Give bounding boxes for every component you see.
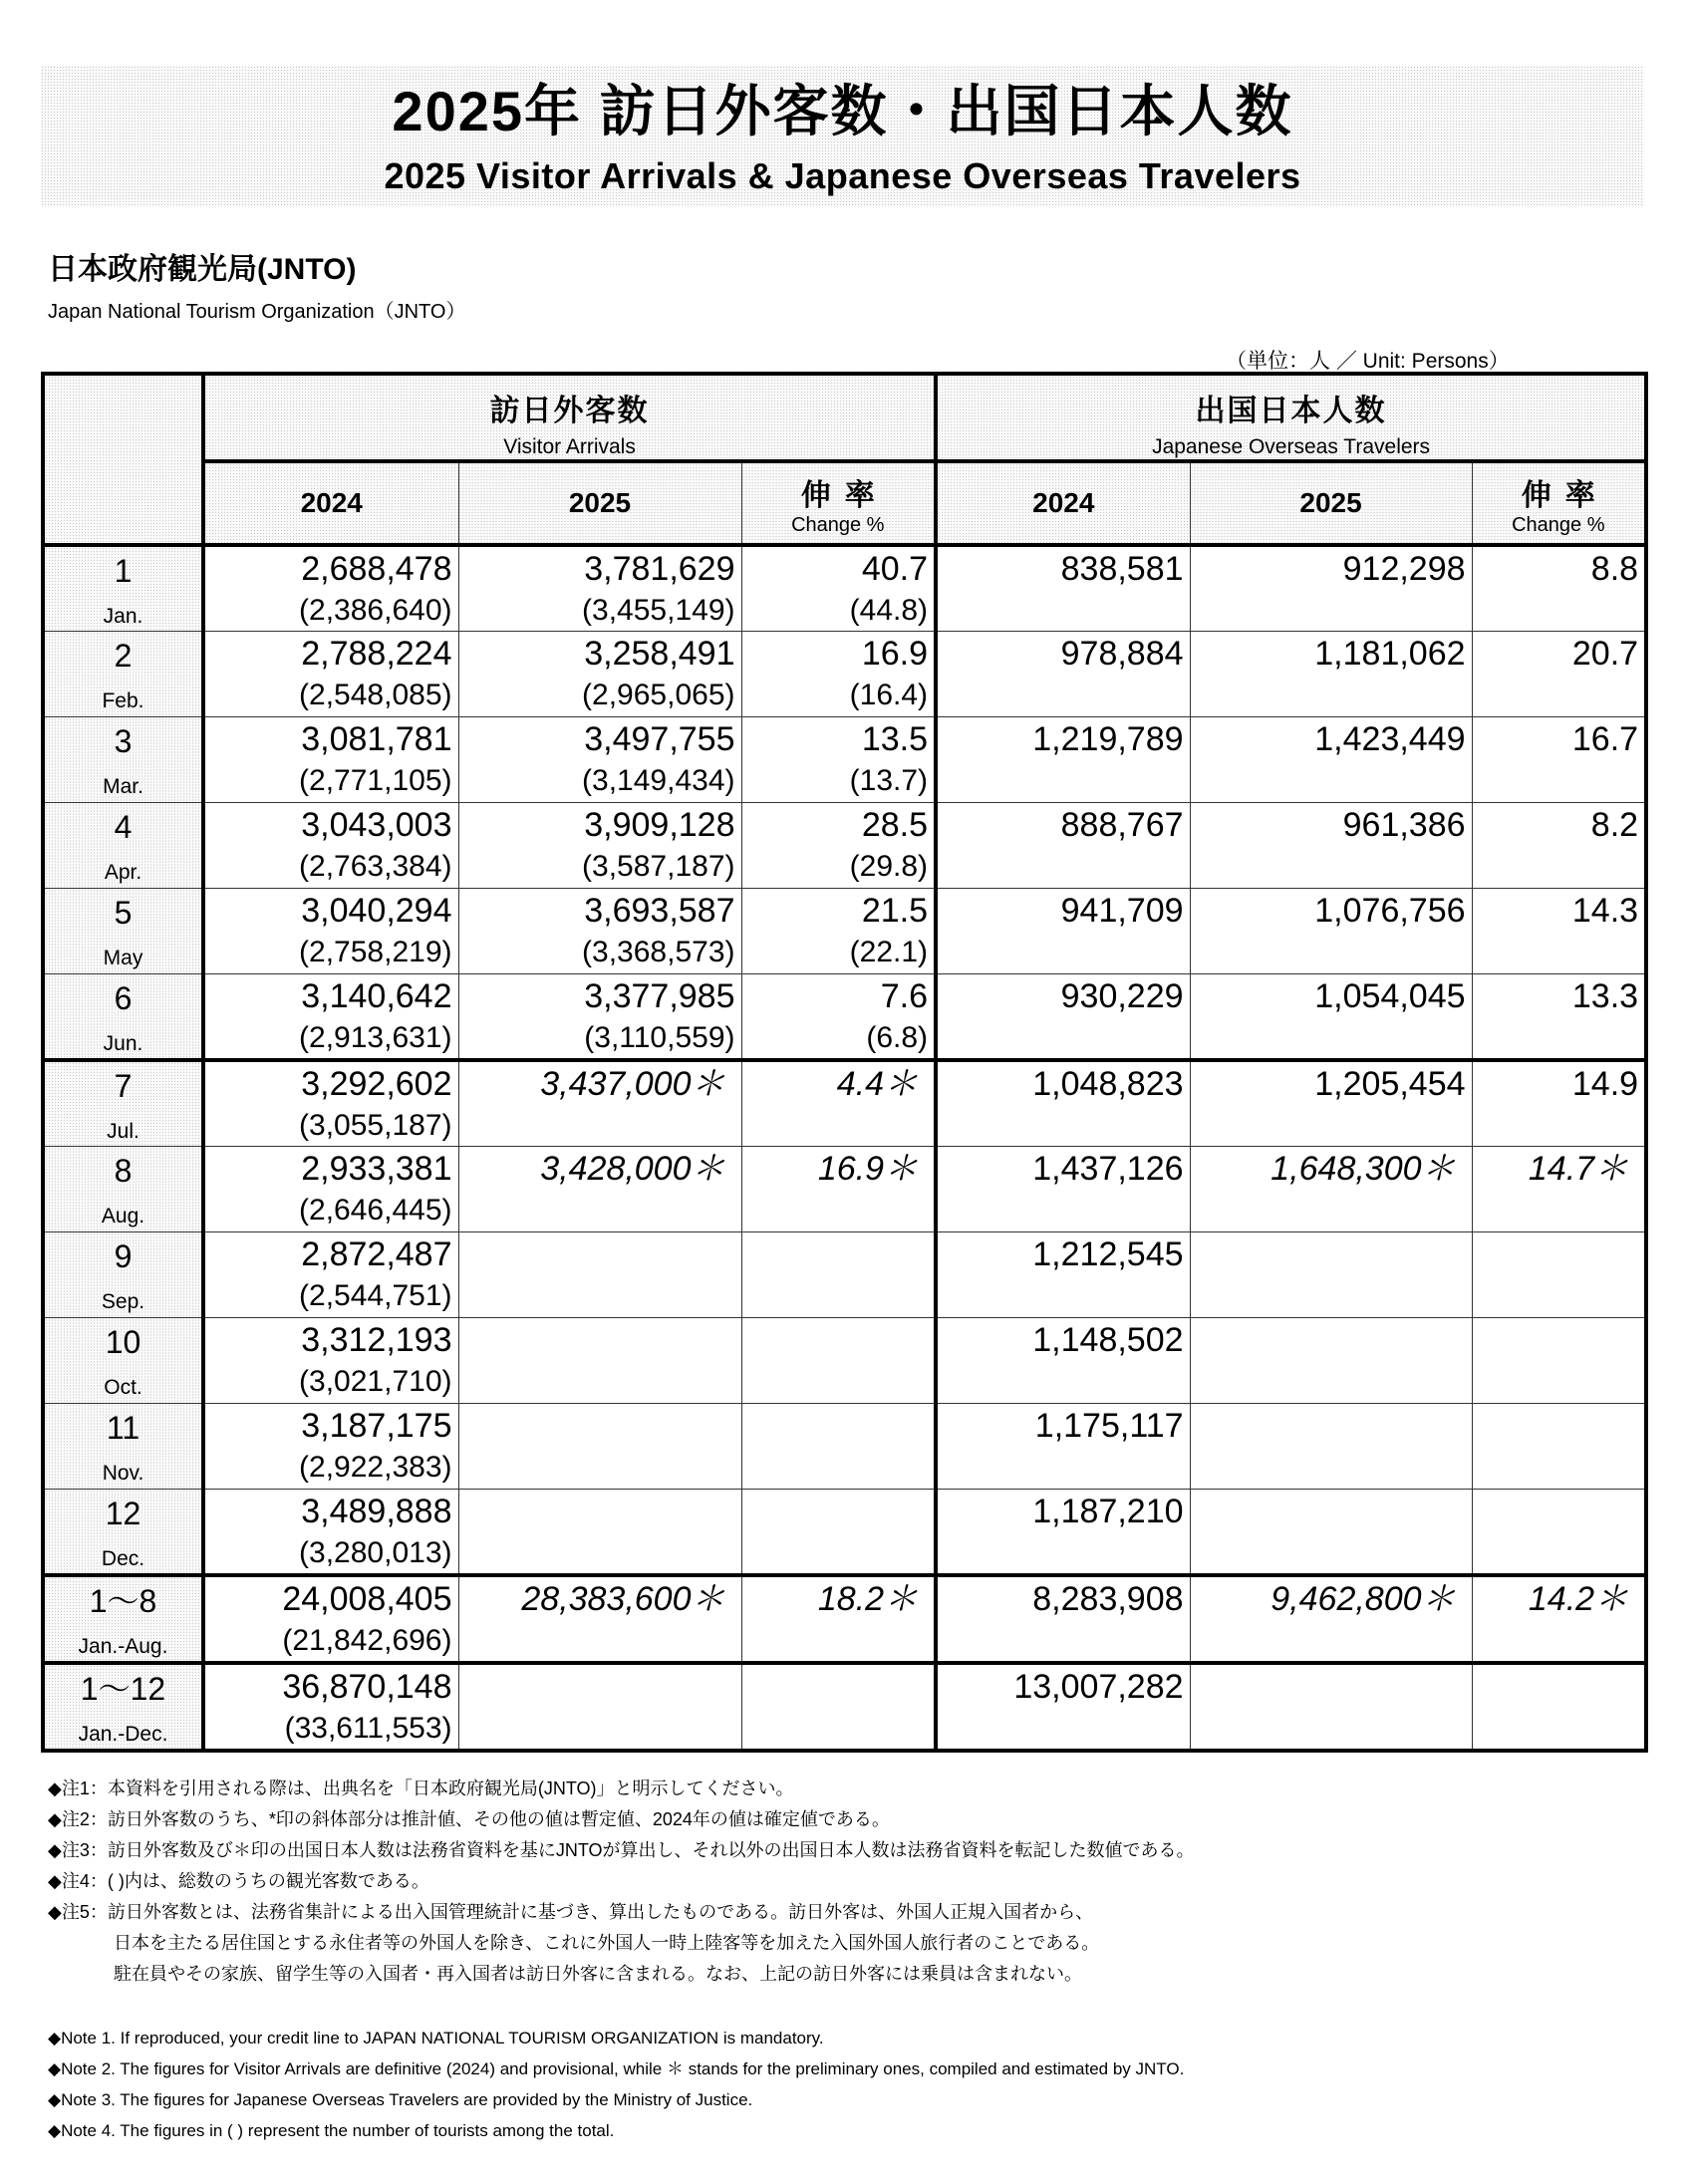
month-label-cell-value: 9 xyxy=(114,1238,133,1274)
title-banner xyxy=(41,66,1644,207)
overseas-change-cell-value: 8.8 xyxy=(1590,550,1639,588)
visitor-2024-cell-value: 24,008,405 xyxy=(282,1580,452,1618)
visitor-2025-cell xyxy=(458,889,741,974)
note-jp-1: ◆注1：本資料を引用される際は、出典名を「日本政府観光局(JNTO)」と明示してください。 xyxy=(48,1778,794,1798)
overseas-change-cell xyxy=(1472,632,1646,717)
overseas-2024-cell xyxy=(936,889,1190,974)
visitor-2024-cell-value: (2,548,085) xyxy=(299,679,452,711)
overseas-2024-cell xyxy=(936,803,1190,889)
overseas-2024-cell xyxy=(936,1060,1190,1147)
visitor-2024-cell xyxy=(203,1490,458,1576)
month-label-cell-value: 8 xyxy=(114,1153,133,1189)
note-jp-5: ◆注5：訪日外客数とは、法務省集計による出入国管理統計に基づき、算出したものである。訪日外客は、外国人正規入国者から、 xyxy=(48,1902,1094,1922)
month-label-cell xyxy=(43,1147,203,1232)
visitor-change-cell xyxy=(741,803,936,889)
overseas-2025-cell-value: 1,205,454 xyxy=(1314,1065,1466,1103)
overseas-2025-cell xyxy=(1190,1060,1472,1147)
visitor-2024-cell-value: (2,758,219) xyxy=(299,936,452,968)
month-label-cell xyxy=(43,1575,203,1663)
visitor-change-cell xyxy=(741,1318,936,1404)
overseas-2024-cell-value: 930,229 xyxy=(1060,977,1184,1015)
visitor-2025-cell xyxy=(458,1404,741,1490)
visitor-change-cell xyxy=(741,1663,936,1751)
visitor-2024-cell-value: 2,872,487 xyxy=(301,1235,452,1273)
overseas-2024-cell xyxy=(936,1663,1190,1751)
month-label-cell-value: 2 xyxy=(114,638,133,674)
month-label-cell xyxy=(43,1318,203,1404)
overseas-change-cell xyxy=(1472,1060,1646,1147)
visitor-2025-cell-value: 3,909,128 xyxy=(584,806,735,844)
visitor-2024-cell-value: 2,688,478 xyxy=(301,550,452,588)
visitor-2024-cell xyxy=(203,1060,458,1147)
visitor-2024-cell-value: (21,842,696) xyxy=(282,1624,452,1657)
overseas-2024-cell xyxy=(936,1490,1190,1576)
month-label-cell-value: Jun. xyxy=(103,1032,143,1055)
overseas-2024-cell-value: 1,175,117 xyxy=(1034,1407,1184,1445)
visitor-2024-cell-value: 3,040,294 xyxy=(301,892,452,930)
overseas-2025-cell xyxy=(1190,1575,1472,1663)
overseas-2024-cell-value: 1,187,210 xyxy=(1032,1493,1184,1530)
note-jp-2: ◆注2：訪日外客数のうち、*印の斜体部分は推計値、その他の値は暫定値、2024年の値は確定値である。 xyxy=(48,1809,890,1829)
visitor-change-header: 伸率 Change % xyxy=(741,461,936,545)
month-label-cell-value: Jan.-Dec. xyxy=(78,1723,168,1746)
month-label-cell-value: Jan. xyxy=(103,605,143,628)
visitor-2025-cell xyxy=(458,1663,741,1751)
month-label-cell xyxy=(43,974,203,1061)
overseas-2024-cell-value: 1,048,823 xyxy=(1032,1065,1184,1103)
visitor-2024-cell xyxy=(203,1575,458,1663)
visitor-2025-cell-value: (3,587,187) xyxy=(582,850,735,883)
overseas-2025-cell-value: 912,298 xyxy=(1342,550,1466,588)
overseas-change-cell xyxy=(1472,1404,1646,1490)
visitor-group-title-jp: 訪日外客数 xyxy=(489,395,650,427)
visitor-2024-cell xyxy=(203,889,458,974)
table-row xyxy=(43,1060,1646,1147)
month-label-cell-value: Jan.-Aug. xyxy=(78,1635,168,1658)
visitor-2025-cell-value: 3,377,985 xyxy=(584,977,735,1015)
overseas-2025-cell-value: 1,181,062 xyxy=(1314,635,1466,673)
organization-name-japanese: 日本政府観光局(JNTO) xyxy=(48,253,357,286)
month-label-cell-value: Oct. xyxy=(104,1376,142,1399)
month-label-cell-value: 3 xyxy=(114,723,133,759)
overseas-change-cell xyxy=(1472,1232,1646,1318)
month-label-cell xyxy=(43,889,203,974)
overseas-2025-cell xyxy=(1190,717,1472,803)
overseas-2024-cell xyxy=(936,1575,1190,1663)
visitor-2024-cell-value: (3,055,187) xyxy=(299,1109,452,1142)
visitor-2024-cell-value: (33,611,553) xyxy=(284,1712,452,1745)
overseas-change-cell xyxy=(1472,1147,1646,1232)
month-label-cell-value: Apr. xyxy=(104,861,142,884)
table-row xyxy=(43,889,1646,974)
overseas-2024-cell-value: 13,007,282 xyxy=(1013,1668,1184,1706)
visitor-change-cell-value: 28.5 xyxy=(861,806,929,844)
notes-japanese xyxy=(48,1774,1195,1990)
visitor-2024-cell-value: (2,646,445) xyxy=(299,1194,452,1227)
visitor-2024-cell-value: 2,933,381 xyxy=(301,1150,452,1188)
visitor-change-cell xyxy=(741,1060,936,1147)
month-label-cell xyxy=(43,1232,203,1318)
note-jp-3: ◆注3：訪日外客数及び＊印の出国日本人数は法務省資料を基にJNTOが算出し、それ以外の出国日本人数は法務省資料を転記した数値である。 xyxy=(48,1840,1195,1860)
overseas-2025-cell xyxy=(1190,632,1472,717)
visitor-2024-cell-value: (2,544,751) xyxy=(299,1279,452,1312)
overseas-change-cell-value: 13.3 xyxy=(1571,977,1639,1015)
visitor-2024-cell-value: (2,922,383) xyxy=(299,1451,452,1484)
visitor-2024-cell-value: 3,489,888 xyxy=(301,1493,452,1530)
month-label-cell xyxy=(43,545,203,632)
visitor-2025-cell-value: (3,110,559) xyxy=(584,1021,735,1054)
visitor-2025-cell xyxy=(458,1318,741,1404)
visitor-2025-cell-value: 3,693,587 xyxy=(584,892,735,930)
table-row xyxy=(43,632,1646,717)
visitor-2024-cell xyxy=(203,974,458,1061)
month-label-cell-value: May xyxy=(103,947,143,969)
visitor-change-cell-value: 18.2＊ xyxy=(817,1580,919,1618)
unit-label: （単位：人 ／ Unit: Persons） xyxy=(1226,350,1510,373)
note-jp-4: ◆注4：( )内は、総数のうちの観光客数である。 xyxy=(48,1871,429,1891)
month-label-cell-value: Aug. xyxy=(101,1205,145,1228)
corner-header-cell xyxy=(43,374,203,545)
month-label-cell-value: 4 xyxy=(114,809,133,845)
overseas-2024-cell xyxy=(936,1232,1190,1318)
visitor-arrivals-group-header xyxy=(203,374,936,461)
visitor-2024-cell xyxy=(203,545,458,632)
visitor-change-cell xyxy=(741,1404,936,1490)
overseas-group-title-en: Japanese Overseas Travelers xyxy=(1152,435,1431,458)
overseas-2025-cell xyxy=(1190,803,1472,889)
visitor-2024-cell xyxy=(203,717,458,803)
overseas-change-cell xyxy=(1472,1490,1646,1576)
overseas-2025-cell xyxy=(1190,1404,1472,1490)
visitor-2025-cell-value: 3,781,629 xyxy=(584,550,735,588)
visitor-change-cell xyxy=(741,1147,936,1232)
visitor-2024-cell-value: 3,292,602 xyxy=(301,1065,452,1103)
visitor-2025-cell xyxy=(458,1490,741,1576)
visitor-2025-cell xyxy=(458,717,741,803)
overseas-change-cell-value: 14.2＊ xyxy=(1528,1580,1629,1618)
visitor-2024-cell-value: 3,312,193 xyxy=(301,1321,452,1359)
table-row xyxy=(43,1490,1646,1576)
visitor-2024-cell-value: (2,386,640) xyxy=(299,594,452,627)
overseas-group-title-jp: 出国日本人数 xyxy=(1195,395,1387,427)
visitor-2024-cell-value: 3,081,781 xyxy=(301,720,452,758)
overseas-2025-cell xyxy=(1190,1147,1472,1232)
month-label-cell xyxy=(43,1060,203,1147)
visitor-2024-cell-value: (3,021,710) xyxy=(299,1365,452,1398)
table-row xyxy=(43,803,1646,889)
month-label-cell-value: 1～8 xyxy=(89,1583,157,1619)
overseas-change-cell xyxy=(1472,717,1646,803)
visitor-change-cell-value: 16.9 xyxy=(861,635,929,673)
overseas-2024-cell-value: 1,219,789 xyxy=(1032,720,1184,758)
visitor-2025-cell xyxy=(458,974,741,1061)
overseas-2025-cell xyxy=(1190,1663,1472,1751)
overseas-2024-cell xyxy=(936,717,1190,803)
overseas-2025-cell-value: 1,423,449 xyxy=(1314,720,1466,758)
visitor-2025-cell xyxy=(458,1232,741,1318)
statistics-table xyxy=(41,372,1648,1753)
overseas-2025-cell xyxy=(1190,1232,1472,1318)
month-label-cell-value: Feb. xyxy=(102,689,144,712)
overseas-2024-cell-value: 838,581 xyxy=(1060,550,1184,588)
table-row xyxy=(43,1318,1646,1404)
overseas-2024-cell-value: 1,437,126 xyxy=(1032,1150,1184,1188)
table-row xyxy=(43,1663,1646,1751)
month-label-cell-value: 6 xyxy=(114,980,133,1016)
visitor-2025-cell xyxy=(458,803,741,889)
visitor-2025-cell-value: (3,455,149) xyxy=(582,594,735,627)
visitor-change-cell-value: (6.8) xyxy=(866,1021,929,1054)
visitor-2025-cell xyxy=(458,1575,741,1663)
visitor-change-cell-value: 13.5 xyxy=(861,720,929,758)
visitor-change-cell xyxy=(741,1232,936,1318)
overseas-change-header: 伸率 Change % xyxy=(1472,461,1646,545)
visitor-change-cell xyxy=(741,1490,936,1576)
title-english: 2025 Visitor Arrivals & Japanese Overseas Travelers xyxy=(384,155,1301,196)
overseas-change-cell xyxy=(1472,1663,1646,1751)
overseas-change-cell xyxy=(1472,545,1646,632)
overseas-change-cell-value: 8.2 xyxy=(1590,806,1639,844)
overseas-change-cell-value: 14.3 xyxy=(1571,892,1639,930)
notes-english xyxy=(48,2023,1184,2146)
overseas-2025-cell-value: 1,076,756 xyxy=(1314,892,1466,930)
overseas-2024-cell xyxy=(936,1318,1190,1404)
note-en-3: ◆Note 3. The figures for Japanese Overseas Travelers are provided by the Ministry of Justice. xyxy=(48,2090,753,2109)
note-en-4: ◆Note 4. The figures in ( ) represent the number of tourists among the total. xyxy=(48,2121,615,2140)
note-jp-5-line-3: 駐在員やその家族、留学生等の入国者・再入国者は訪日外客に含まれる。なお、上記の訪日外客には乗員は含まれない。 xyxy=(114,1964,1082,1984)
visitor-change-cell-value: 16.9＊ xyxy=(817,1150,919,1188)
visitor-2025-cell xyxy=(458,545,741,632)
overseas-2024-cell-value: 8,283,908 xyxy=(1032,1580,1184,1618)
overseas-2024-cell-value: 941,709 xyxy=(1060,892,1184,930)
overseas-2024-cell-value: 978,884 xyxy=(1060,635,1184,673)
visitor-2024-cell-value: 3,043,003 xyxy=(301,806,452,844)
visitor-2024-cell xyxy=(203,1663,458,1751)
visitor-2024-cell xyxy=(203,1318,458,1404)
visitor-2025-cell xyxy=(458,632,741,717)
visitor-2025-cell-value: 3,258,491 xyxy=(584,635,735,673)
table-row xyxy=(43,717,1646,803)
table-row xyxy=(43,1404,1646,1490)
note-en-1: ◆Note 1. If reproduced, your credit line to JAPAN NATIONAL TOURISM ORGANIZATION is mandatory. xyxy=(48,2029,824,2048)
visitor-2025-cell-value: (3,368,573) xyxy=(582,936,735,968)
month-label-cell-value: Dec. xyxy=(101,1547,145,1570)
visitor-2024-cell xyxy=(203,1147,458,1232)
visitor-change-cell-value: (44.8) xyxy=(849,594,929,627)
visitor-2024-cell-value: 36,870,148 xyxy=(282,1668,452,1706)
month-label-cell xyxy=(43,1490,203,1576)
month-label-cell xyxy=(43,717,203,803)
visitor-2025-cell-value: (3,149,434) xyxy=(582,764,735,797)
visitor-2025-cell-value: 3,437,000＊ xyxy=(540,1065,725,1103)
overseas-2024-cell xyxy=(936,632,1190,717)
overseas-change-cell xyxy=(1472,1318,1646,1404)
month-label-cell-value: 5 xyxy=(114,895,133,931)
table-row xyxy=(43,1575,1646,1663)
month-label-cell-value: 7 xyxy=(114,1068,133,1104)
overseas-2025-cell xyxy=(1190,889,1472,974)
overseas-2024-cell-value: 888,767 xyxy=(1060,806,1184,844)
visitor-2024-cell-value: 3,187,175 xyxy=(301,1407,452,1445)
note-en-2: ◆Note 2. The figures for Visitor Arrivals are definitive (2024) and provisional, while ＊ stands for the preliminary ones, compiled and estimated by JNTO. xyxy=(48,2059,1185,2078)
month-label-cell-value: Jul. xyxy=(107,1120,140,1143)
table-row xyxy=(43,1232,1646,1318)
month-label-cell-value: 1 xyxy=(114,553,133,589)
overseas-change-cell xyxy=(1472,974,1646,1061)
visitor-2025-header: 2025 xyxy=(458,461,741,545)
month-label-cell xyxy=(43,803,203,889)
visitor-change-cell xyxy=(741,1575,936,1663)
visitor-change-cell-value: (13.7) xyxy=(849,764,929,797)
visitor-change-cell xyxy=(741,889,936,974)
visitor-2024-cell-value: (2,913,631) xyxy=(299,1021,452,1054)
month-label-cell-value: 10 xyxy=(105,1324,141,1360)
overseas-2025-cell-value: 1,054,045 xyxy=(1314,977,1466,1015)
visitor-2024-cell-value: (3,280,013) xyxy=(299,1536,452,1569)
overseas-2024-header: 2024 xyxy=(936,461,1190,545)
visitor-2025-cell-value: 3,497,755 xyxy=(584,720,735,758)
visitor-2024-cell-value: 3,140,642 xyxy=(301,977,452,1015)
overseas-2024-cell-value: 1,148,502 xyxy=(1032,1321,1184,1359)
overseas-2025-cell-value: 961,386 xyxy=(1342,806,1466,844)
title-japanese: 2025年 訪日外客数・出国日本人数 xyxy=(392,80,1293,142)
visitor-change-cell-value: (29.8) xyxy=(849,850,929,883)
visitor-change-cell xyxy=(741,974,936,1061)
overseas-2025-cell xyxy=(1190,545,1472,632)
visitor-change-cell xyxy=(741,545,936,632)
visitor-2025-cell-value: (2,965,065) xyxy=(582,679,735,711)
overseas-2025-cell-value: 1,648,300＊ xyxy=(1270,1150,1456,1188)
visitor-change-cell-value: 7.6 xyxy=(880,977,929,1015)
month-label-cell-value: Sep. xyxy=(101,1290,145,1313)
overseas-2024-cell xyxy=(936,974,1190,1061)
overseas-2024-cell xyxy=(936,1404,1190,1490)
overseas-change-cell xyxy=(1472,889,1646,974)
month-label-cell-value: Mar. xyxy=(103,775,143,798)
overseas-2025-cell-value: 9,462,800＊ xyxy=(1270,1580,1456,1618)
visitor-change-cell-value: (16.4) xyxy=(849,679,929,711)
overseas-change-cell xyxy=(1472,803,1646,889)
overseas-change-cell-value: 16.7 xyxy=(1571,720,1639,758)
visitor-2025-cell xyxy=(458,1147,741,1232)
visitor-2024-header: 2024 xyxy=(203,461,458,545)
month-label-cell xyxy=(43,632,203,717)
overseas-2025-cell xyxy=(1190,1490,1472,1576)
overseas-2024-cell xyxy=(936,1147,1190,1232)
table-row xyxy=(43,545,1646,632)
visitor-change-cell-value: 40.7 xyxy=(861,550,929,588)
organization-name-english: Japan National Tourism Organization（JNTO） xyxy=(48,301,466,323)
overseas-2024-cell-value: 1,212,545 xyxy=(1032,1235,1184,1273)
month-label-cell-value: 12 xyxy=(105,1496,141,1531)
overseas-change-cell xyxy=(1472,1575,1646,1663)
overseas-2024-cell xyxy=(936,545,1190,632)
overseas-change-cell-value: 14.7＊ xyxy=(1528,1150,1629,1188)
overseas-2025-header: 2025 xyxy=(1190,461,1472,545)
table-row xyxy=(43,974,1646,1061)
month-label-cell xyxy=(43,1663,203,1751)
overseas-travelers-group-header xyxy=(936,374,1646,461)
note-jp-5-line-2: 日本を主たる居住国とする永住者等の外国人を除き、これに外国人一時上陸客等を加えた入国外国人旅行者のことである。 xyxy=(114,1933,1100,1953)
overseas-2025-cell xyxy=(1190,974,1472,1061)
visitor-change-cell-value: (22.1) xyxy=(849,936,929,968)
visitor-2024-cell-value: (2,763,384) xyxy=(299,850,452,883)
visitor-2025-cell-value: 3,428,000＊ xyxy=(540,1150,725,1188)
overseas-2025-cell xyxy=(1190,1318,1472,1404)
visitor-2025-cell xyxy=(458,1060,741,1147)
month-label-cell xyxy=(43,1404,203,1490)
visitor-change-cell-value: 21.5 xyxy=(861,892,929,930)
visitor-2024-cell-value: 2,788,224 xyxy=(301,635,452,673)
month-label-cell-value: 11 xyxy=(106,1410,141,1446)
visitor-2024-cell-value: (2,771,105) xyxy=(299,764,452,797)
visitor-change-cell-value: 4.4＊ xyxy=(836,1065,919,1103)
visitor-2024-cell xyxy=(203,1232,458,1318)
overseas-change-cell-value: 14.9 xyxy=(1571,1065,1639,1103)
overseas-change-cell-value: 20.7 xyxy=(1571,635,1639,673)
visitor-2024-cell xyxy=(203,632,458,717)
visitor-2024-cell xyxy=(203,1404,458,1490)
visitor-2025-cell-value: 28,383,600＊ xyxy=(521,1580,725,1618)
visitor-2024-cell xyxy=(203,803,458,889)
visitor-group-title-en: Visitor Arrivals xyxy=(503,435,636,458)
table-row xyxy=(43,1147,1646,1232)
month-label-cell-value: Nov. xyxy=(102,1462,144,1485)
visitor-change-cell xyxy=(741,717,936,803)
month-label-cell-value: 1～12 xyxy=(80,1671,166,1707)
visitor-change-cell xyxy=(741,632,936,717)
